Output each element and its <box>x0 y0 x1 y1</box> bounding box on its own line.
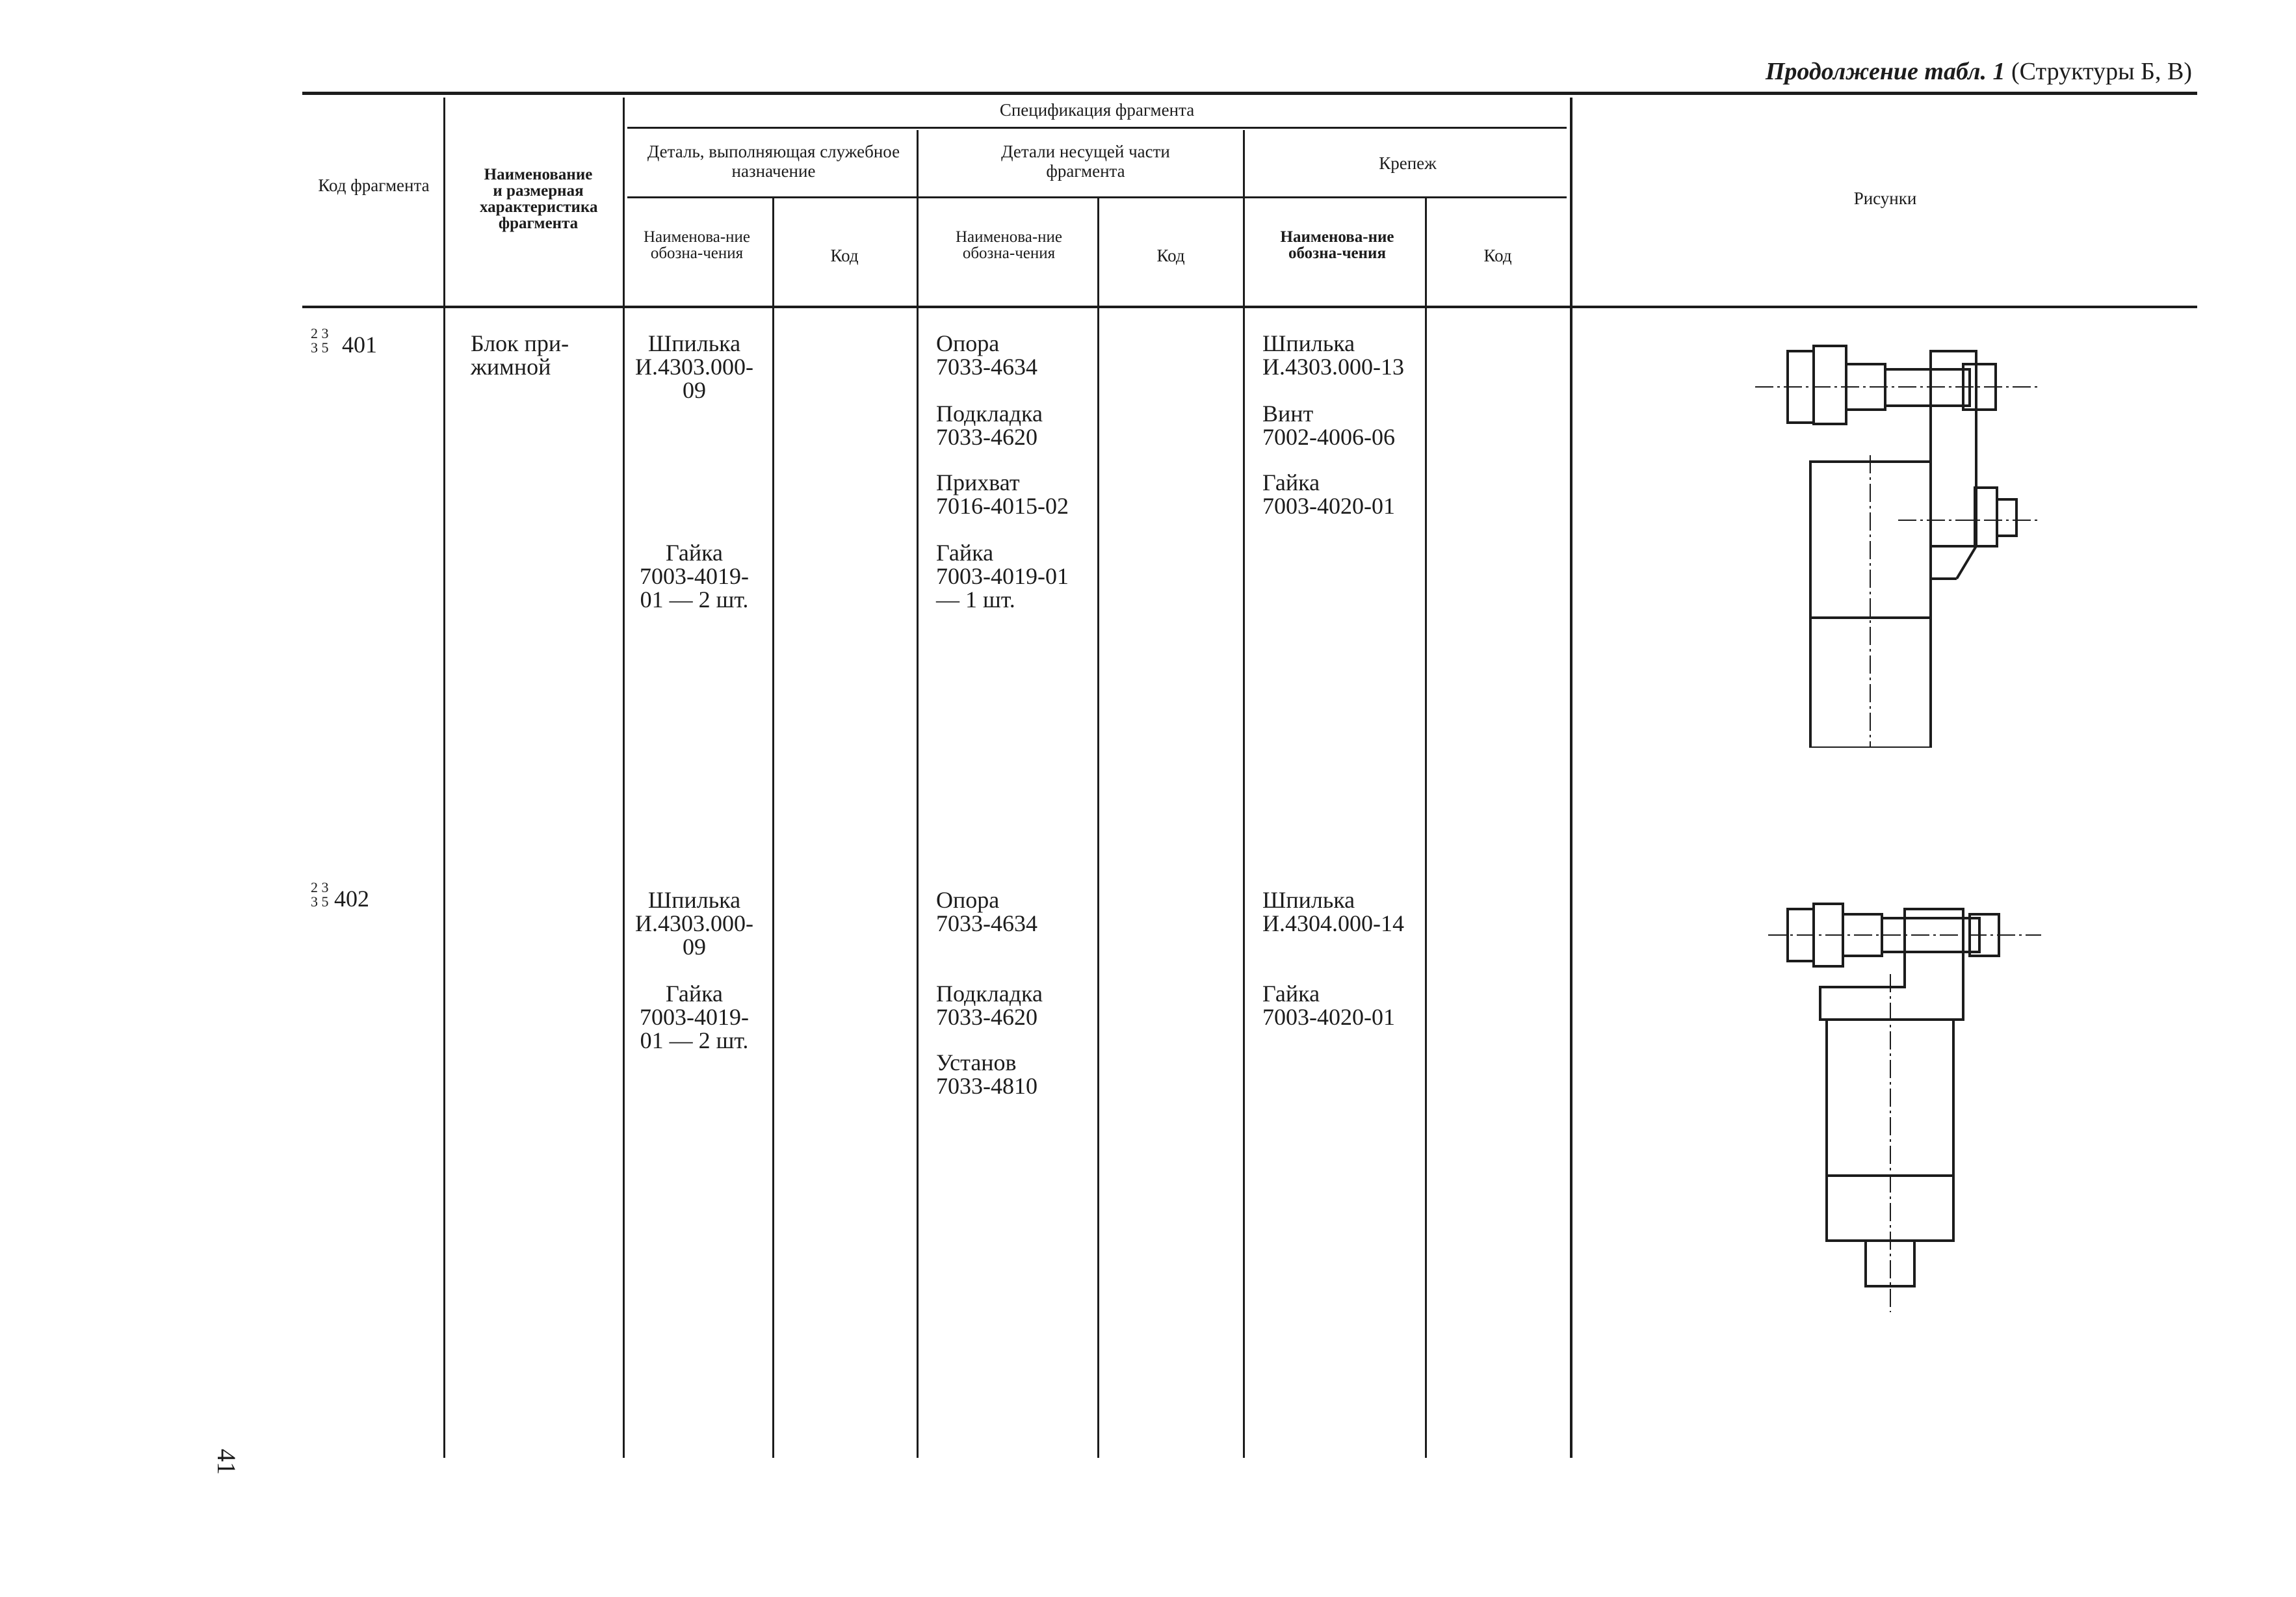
drawing-part <box>1814 346 1846 424</box>
fastener-item: Шпилька И.4303.000-13 <box>1262 330 1404 380</box>
col-divider-7 <box>1425 198 1427 1458</box>
clamp-block-401-drawing <box>1742 332 2054 748</box>
header-service-name: Наименова-ние обозна-чения <box>643 228 751 262</box>
fastener-item: Шпилька И.4304.000-14 <box>1262 887 1404 936</box>
fragment-name: Блок при- жимной <box>471 330 569 380</box>
header-pictures: Рисунки <box>1853 189 1917 208</box>
col-divider-1 <box>443 98 445 1458</box>
service-item: Гайка 7003-4019- 01 — 2 шт. <box>640 981 749 1053</box>
col-divider-5 <box>1097 198 1099 1458</box>
col-divider-2 <box>623 98 625 1458</box>
col-divider-4 <box>917 130 919 1458</box>
col-divider-3 <box>772 198 774 1458</box>
table-caption <box>1766 57 2192 86</box>
service-item: Шпилька И.4303.000- 09 <box>635 887 753 960</box>
code-main: 402 <box>334 886 369 912</box>
fastener-item: Гайка 7003-4020-01 <box>1262 981 1395 1030</box>
carrying-item: Подкладка 7033-4620 <box>936 981 1043 1030</box>
header-fastener-name: Наименова-ние обозна-чения <box>1280 228 1394 262</box>
carrying-item: Опора 7033-4634 <box>936 887 1037 936</box>
col-divider-6 <box>1243 130 1245 1458</box>
col-divider-8 <box>1570 98 1572 1458</box>
header-code: Код фрагмента <box>318 176 430 195</box>
code-main: 401 <box>342 332 377 358</box>
fastener-item: Винт 7002-4006-06 <box>1262 401 1395 450</box>
carrying-item: Гайка 7003-4019-01 — 1 шт. <box>936 540 1069 613</box>
header-bottom-rule <box>302 306 2197 308</box>
code-superscript: 2 3 <box>311 325 329 341</box>
header-name: Наименование и размерная характеристика фрагмента <box>480 166 598 232</box>
header-service-code: Код <box>830 246 859 265</box>
code-superscript: 2 3 <box>311 879 329 895</box>
header-spec: Спецификация фрагмента <box>999 100 1195 120</box>
caption-italic: Продолжение табл. 1 <box>1765 58 2005 85</box>
fragment-code <box>306 326 442 365</box>
page-number: 41 <box>212 1449 241 1475</box>
carrying-item: Установ 7033-4810 <box>936 1049 1037 1099</box>
header-carrying-name: Наименова-ние обозна-чения <box>955 228 1063 262</box>
drawing-part <box>1975 488 1997 546</box>
drawing-part <box>1997 499 2016 536</box>
fragment-code <box>306 880 442 919</box>
top-rule <box>302 92 2197 95</box>
carrying-item: Подкладка 7033-4620 <box>936 401 1043 450</box>
service-item: Гайка 7003-4019- 01 — 2 шт. <box>640 540 749 613</box>
code-subscript: 3 5 <box>311 893 329 910</box>
service-item: Шпилька И.4303.000- 09 <box>635 330 753 403</box>
header-fastener-code: Код <box>1483 246 1512 265</box>
header-detail-carrying: Детали несущей части фрагмента <box>1001 142 1170 181</box>
header-fastener: Крепеж <box>1379 153 1437 173</box>
code-subscript: 3 5 <box>311 339 329 356</box>
carrying-item: Опора 7033-4634 <box>936 330 1037 380</box>
spec-rule <box>627 127 1567 129</box>
carrying-item: Прихват 7016-4015-02 <box>936 469 1069 519</box>
clamp-block-402-drawing <box>1768 890 2067 1312</box>
caption-structures: (Структуры Б, В) <box>2011 58 2192 85</box>
drawing-part <box>1957 546 1976 579</box>
fastener-item: Гайка 7003-4020-01 <box>1262 469 1395 519</box>
header-carrying-code: Код <box>1156 246 1185 265</box>
header-detail-service: Деталь, выполняющая служебное назначение <box>647 142 900 181</box>
